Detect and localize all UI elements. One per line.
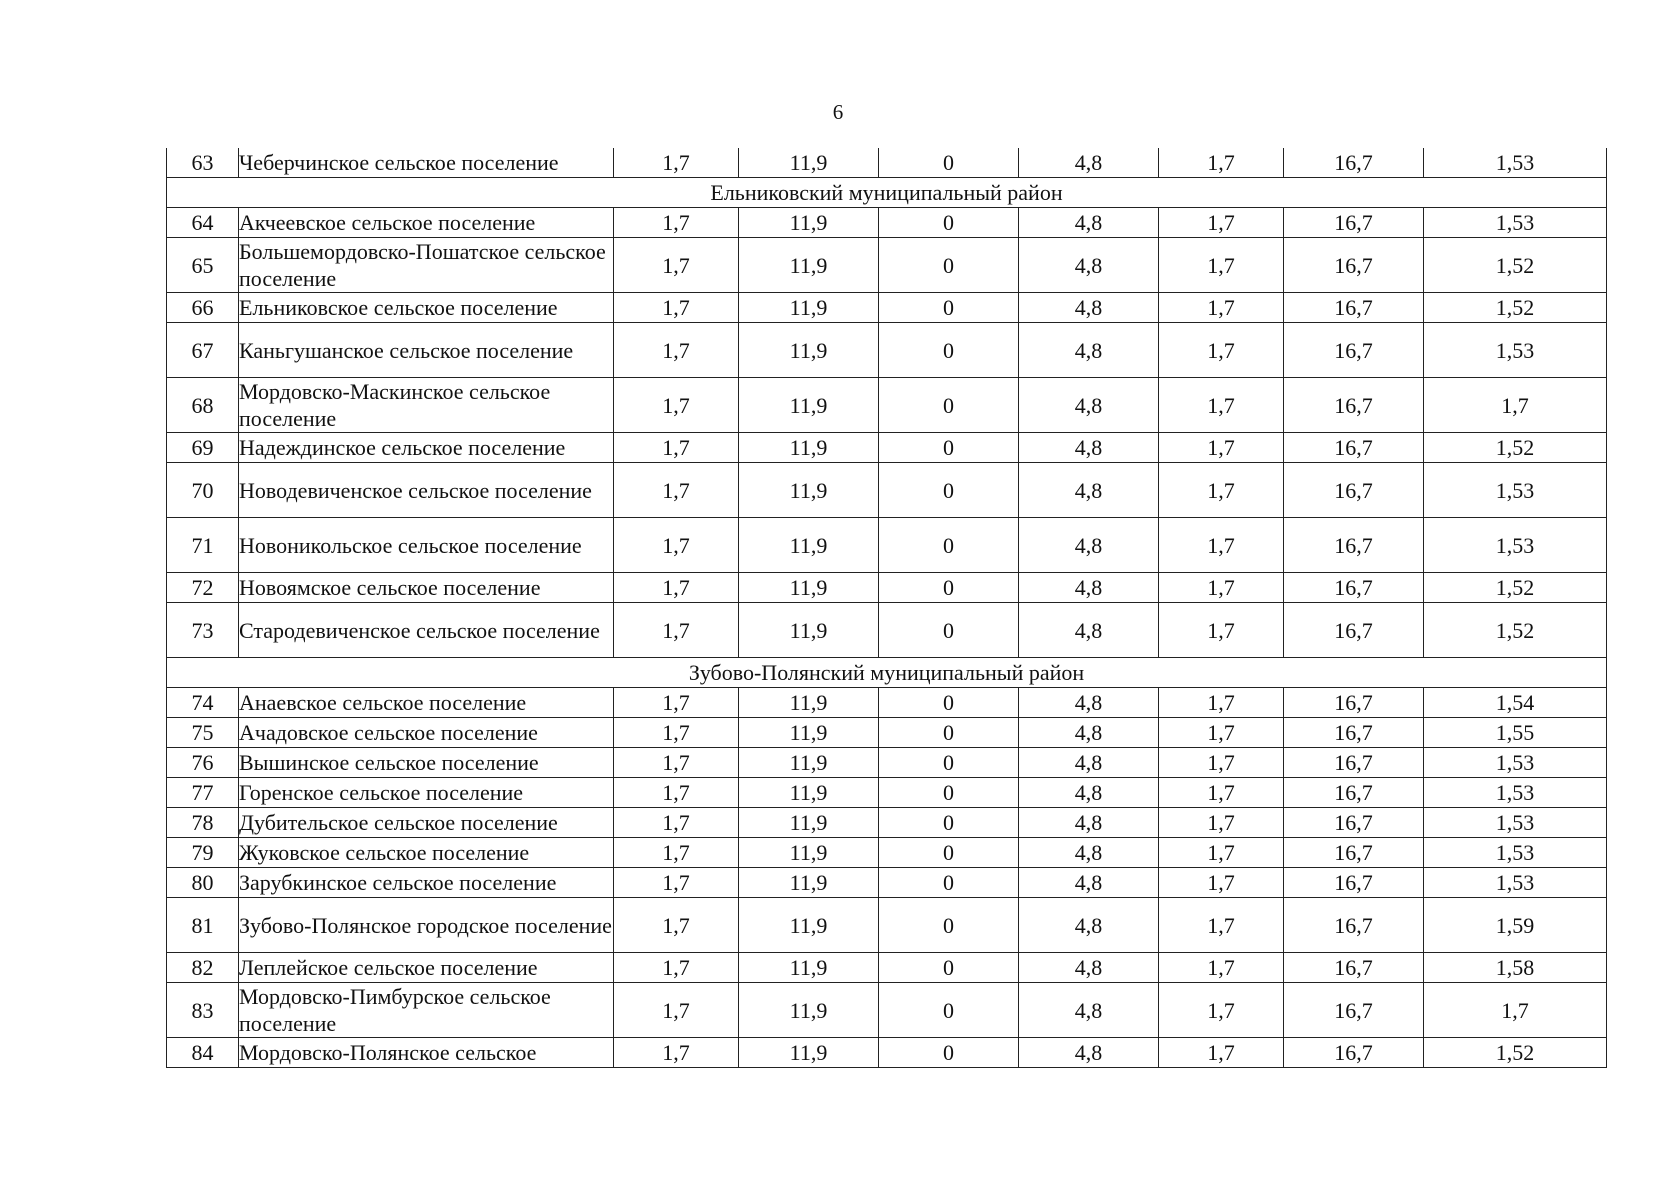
table-row xyxy=(167,238,1607,293)
value-cell: 1,7 xyxy=(1159,808,1284,838)
value-cell: 1,7 xyxy=(614,323,739,378)
value-cell: 0 xyxy=(879,868,1019,898)
value-cell: 16,7 xyxy=(1284,518,1424,573)
table-row xyxy=(167,518,1607,573)
settlement-name: Новодевиченское сельское поселение xyxy=(239,463,614,518)
value-cell: 1,7 xyxy=(614,983,739,1038)
value-cell: 11,9 xyxy=(739,778,879,808)
value-cell: 4,8 xyxy=(1019,433,1159,463)
row-number: 80 xyxy=(167,868,239,898)
value-cell: 4,8 xyxy=(1019,718,1159,748)
settlement-name: Стародевиченское сельское поселение xyxy=(239,603,614,658)
value-cell: 1,7 xyxy=(614,378,739,433)
value-cell: 16,7 xyxy=(1284,718,1424,748)
value-cell: 1,52 xyxy=(1424,573,1607,603)
value-cell: 1,7 xyxy=(1159,898,1284,953)
table-row xyxy=(167,983,1607,1038)
value-cell: 11,9 xyxy=(739,323,879,378)
value-cell: 1,7 xyxy=(614,868,739,898)
value-cell: 4,8 xyxy=(1019,778,1159,808)
value-cell: 1,7 xyxy=(614,463,739,518)
table-row xyxy=(167,1038,1607,1068)
settlement-name: Мордовско-Пимбурское сельское поселение xyxy=(239,983,614,1038)
value-cell: 1,7 xyxy=(1159,688,1284,718)
value-cell: 0 xyxy=(879,148,1019,178)
value-cell: 16,7 xyxy=(1284,293,1424,323)
value-cell: 16,7 xyxy=(1284,208,1424,238)
settlement-name: Новоямское сельское поселение xyxy=(239,573,614,603)
value-cell: 11,9 xyxy=(739,748,879,778)
table-body xyxy=(167,148,1607,1068)
value-cell: 1,7 xyxy=(614,898,739,953)
settlement-name: Новоникольское сельское поселение xyxy=(239,518,614,573)
value-cell: 1,53 xyxy=(1424,868,1607,898)
table-row xyxy=(167,718,1607,748)
section-row xyxy=(167,658,1607,688)
value-cell: 1,7 xyxy=(614,718,739,748)
value-cell: 16,7 xyxy=(1284,433,1424,463)
value-cell: 0 xyxy=(879,573,1019,603)
value-cell: 1,7 xyxy=(1424,983,1607,1038)
value-cell: 1,7 xyxy=(1159,868,1284,898)
settlement-name: Леплейское сельское поселение xyxy=(239,953,614,983)
value-cell: 0 xyxy=(879,323,1019,378)
value-cell: 1,55 xyxy=(1424,718,1607,748)
table-row xyxy=(167,148,1607,178)
value-cell: 1,53 xyxy=(1424,463,1607,518)
value-cell: 16,7 xyxy=(1284,688,1424,718)
value-cell: 0 xyxy=(879,748,1019,778)
value-cell: 4,8 xyxy=(1019,518,1159,573)
row-number: 72 xyxy=(167,573,239,603)
value-cell: 4,8 xyxy=(1019,238,1159,293)
value-cell: 0 xyxy=(879,718,1019,748)
row-number: 74 xyxy=(167,688,239,718)
value-cell: 0 xyxy=(879,238,1019,293)
value-cell: 1,53 xyxy=(1424,748,1607,778)
value-cell: 1,7 xyxy=(614,208,739,238)
value-cell: 11,9 xyxy=(739,953,879,983)
table-row xyxy=(167,808,1607,838)
value-cell: 1,52 xyxy=(1424,1038,1607,1068)
value-cell: 1,7 xyxy=(1159,323,1284,378)
settlement-name: Жуковское сельское поселение xyxy=(239,838,614,868)
value-cell: 11,9 xyxy=(739,378,879,433)
value-cell: 0 xyxy=(879,378,1019,433)
settlement-name: Мордовско-Полянское сельское xyxy=(239,1038,614,1068)
value-cell: 16,7 xyxy=(1284,573,1424,603)
value-cell: 0 xyxy=(879,433,1019,463)
value-cell: 4,8 xyxy=(1019,378,1159,433)
value-cell: 1,53 xyxy=(1424,808,1607,838)
value-cell: 16,7 xyxy=(1284,463,1424,518)
data-table xyxy=(166,148,1607,1068)
value-cell: 4,8 xyxy=(1019,868,1159,898)
value-cell: 16,7 xyxy=(1284,778,1424,808)
settlement-name: Мордовско-Маскинское сельское поселение xyxy=(239,378,614,433)
settlement-name: Каньгушанское сельское поселение xyxy=(239,323,614,378)
table-row xyxy=(167,838,1607,868)
value-cell: 16,7 xyxy=(1284,323,1424,378)
value-cell: 1,7 xyxy=(1159,463,1284,518)
value-cell: 4,8 xyxy=(1019,603,1159,658)
row-number: 68 xyxy=(167,378,239,433)
row-number: 67 xyxy=(167,323,239,378)
table-row xyxy=(167,778,1607,808)
section-title: Ельниковский муниципальный район xyxy=(167,178,1607,208)
settlement-name: Дубительское сельское поселение xyxy=(239,808,614,838)
value-cell: 0 xyxy=(879,1038,1019,1068)
value-cell: 16,7 xyxy=(1284,868,1424,898)
value-cell: 4,8 xyxy=(1019,898,1159,953)
table-row xyxy=(167,463,1607,518)
value-cell: 1,7 xyxy=(1159,718,1284,748)
value-cell: 16,7 xyxy=(1284,603,1424,658)
value-cell: 11,9 xyxy=(739,868,879,898)
page-number: 6 xyxy=(832,100,844,124)
value-cell: 11,9 xyxy=(739,573,879,603)
settlement-name: Ачадовское сельское поселение xyxy=(239,718,614,748)
value-cell: 11,9 xyxy=(739,293,879,323)
value-cell: 0 xyxy=(879,463,1019,518)
value-cell: 4,8 xyxy=(1019,573,1159,603)
value-cell: 1,7 xyxy=(614,838,739,868)
table-row xyxy=(167,378,1607,433)
value-cell: 1,7 xyxy=(614,148,739,178)
value-cell: 11,9 xyxy=(739,838,879,868)
settlement-name: Большемордовско-Пошатское сельское поселение xyxy=(239,238,614,293)
value-cell: 1,52 xyxy=(1424,293,1607,323)
value-cell: 1,7 xyxy=(1159,603,1284,658)
value-cell: 1,7 xyxy=(614,688,739,718)
value-cell: 1,7 xyxy=(1159,778,1284,808)
row-number: 69 xyxy=(167,433,239,463)
settlement-name: Вышинское сельское поселение xyxy=(239,748,614,778)
row-number: 81 xyxy=(167,898,239,953)
value-cell: 1,7 xyxy=(1159,748,1284,778)
value-cell: 4,8 xyxy=(1019,293,1159,323)
value-cell: 1,7 xyxy=(614,808,739,838)
row-number: 84 xyxy=(167,1038,239,1068)
value-cell: 1,53 xyxy=(1424,838,1607,868)
value-cell: 4,8 xyxy=(1019,953,1159,983)
value-cell: 4,8 xyxy=(1019,688,1159,718)
value-cell: 0 xyxy=(879,293,1019,323)
value-cell: 4,8 xyxy=(1019,1038,1159,1068)
row-number: 65 xyxy=(167,238,239,293)
value-cell: 1,53 xyxy=(1424,208,1607,238)
value-cell: 11,9 xyxy=(739,238,879,293)
value-cell: 4,8 xyxy=(1019,983,1159,1038)
value-cell: 11,9 xyxy=(739,518,879,573)
value-cell: 1,52 xyxy=(1424,433,1607,463)
table-row xyxy=(167,953,1607,983)
value-cell: 1,7 xyxy=(614,573,739,603)
row-number: 71 xyxy=(167,518,239,573)
settlement-name: Ельниковское сельское поселение xyxy=(239,293,614,323)
row-number: 76 xyxy=(167,748,239,778)
row-number: 83 xyxy=(167,983,239,1038)
section-row xyxy=(167,178,1607,208)
value-cell: 16,7 xyxy=(1284,898,1424,953)
value-cell: 4,8 xyxy=(1019,838,1159,868)
settlement-name: Анаевское сельское поселение xyxy=(239,688,614,718)
row-number: 66 xyxy=(167,293,239,323)
value-cell: 0 xyxy=(879,688,1019,718)
row-number: 63 xyxy=(167,148,239,178)
table-row xyxy=(167,208,1607,238)
settlement-name: Горенское сельское поселение xyxy=(239,778,614,808)
value-cell: 1,7 xyxy=(1159,433,1284,463)
value-cell: 4,8 xyxy=(1019,463,1159,518)
value-cell: 4,8 xyxy=(1019,748,1159,778)
table-row xyxy=(167,293,1607,323)
value-cell: 16,7 xyxy=(1284,1038,1424,1068)
value-cell: 1,7 xyxy=(1159,838,1284,868)
value-cell: 11,9 xyxy=(739,433,879,463)
row-number: 82 xyxy=(167,953,239,983)
value-cell: 16,7 xyxy=(1284,148,1424,178)
value-cell: 1,54 xyxy=(1424,688,1607,718)
table-row xyxy=(167,433,1607,463)
row-number: 73 xyxy=(167,603,239,658)
table-row xyxy=(167,688,1607,718)
settlement-name: Чеберчинское сельское поселение xyxy=(239,148,614,178)
value-cell: 1,7 xyxy=(614,238,739,293)
value-cell: 1,7 xyxy=(1159,518,1284,573)
table-row xyxy=(167,748,1607,778)
row-number: 77 xyxy=(167,778,239,808)
value-cell: 16,7 xyxy=(1284,983,1424,1038)
value-cell: 1,53 xyxy=(1424,323,1607,378)
table-row xyxy=(167,898,1607,953)
value-cell: 0 xyxy=(879,808,1019,838)
value-cell: 1,7 xyxy=(614,778,739,808)
value-cell: 1,53 xyxy=(1424,148,1607,178)
value-cell: 1,7 xyxy=(614,518,739,573)
value-cell: 1,52 xyxy=(1424,238,1607,293)
settlement-name: Зарубкинское сельское поселение xyxy=(239,868,614,898)
value-cell: 0 xyxy=(879,518,1019,573)
row-number: 70 xyxy=(167,463,239,518)
value-cell: 1,52 xyxy=(1424,603,1607,658)
value-cell: 11,9 xyxy=(739,603,879,658)
value-cell: 11,9 xyxy=(739,898,879,953)
value-cell: 1,59 xyxy=(1424,898,1607,953)
value-cell: 16,7 xyxy=(1284,378,1424,433)
settlement-name: Акчеевское сельское поселение xyxy=(239,208,614,238)
value-cell: 1,7 xyxy=(614,1038,739,1068)
value-cell: 1,7 xyxy=(614,433,739,463)
value-cell: 0 xyxy=(879,778,1019,808)
value-cell: 1,7 xyxy=(1424,378,1607,433)
value-cell: 4,8 xyxy=(1019,148,1159,178)
section-title: Зубово-Полянский муниципальный район xyxy=(167,658,1607,688)
value-cell: 1,7 xyxy=(1159,573,1284,603)
value-cell: 16,7 xyxy=(1284,953,1424,983)
value-cell: 1,7 xyxy=(1159,293,1284,323)
value-cell: 1,53 xyxy=(1424,518,1607,573)
value-cell: 0 xyxy=(879,898,1019,953)
value-cell: 16,7 xyxy=(1284,838,1424,868)
value-cell: 4,8 xyxy=(1019,808,1159,838)
value-cell: 1,58 xyxy=(1424,953,1607,983)
value-cell: 1,7 xyxy=(614,748,739,778)
value-cell: 1,7 xyxy=(1159,983,1284,1038)
value-cell: 0 xyxy=(879,603,1019,658)
settlement-name: Надеждинское сельское поселение xyxy=(239,433,614,463)
value-cell: 11,9 xyxy=(739,208,879,238)
value-cell: 1,7 xyxy=(1159,208,1284,238)
value-cell: 16,7 xyxy=(1284,748,1424,778)
value-cell: 11,9 xyxy=(739,688,879,718)
row-number: 79 xyxy=(167,838,239,868)
row-number: 64 xyxy=(167,208,239,238)
value-cell: 1,7 xyxy=(1159,148,1284,178)
table-row xyxy=(167,868,1607,898)
table-row xyxy=(167,573,1607,603)
value-cell: 4,8 xyxy=(1019,323,1159,378)
value-cell: 4,8 xyxy=(1019,208,1159,238)
value-cell: 1,7 xyxy=(614,603,739,658)
value-cell: 16,7 xyxy=(1284,238,1424,293)
value-cell: 11,9 xyxy=(739,1038,879,1068)
value-cell: 0 xyxy=(879,838,1019,868)
table-row xyxy=(167,603,1607,658)
value-cell: 11,9 xyxy=(739,148,879,178)
value-cell: 1,7 xyxy=(614,293,739,323)
table-row xyxy=(167,323,1607,378)
value-cell: 11,9 xyxy=(739,463,879,518)
row-number: 75 xyxy=(167,718,239,748)
value-cell: 1,7 xyxy=(1159,378,1284,433)
value-cell: 1,7 xyxy=(1159,238,1284,293)
value-cell: 11,9 xyxy=(739,983,879,1038)
value-cell: 1,7 xyxy=(1159,953,1284,983)
value-cell: 1,53 xyxy=(1424,778,1607,808)
value-cell: 1,7 xyxy=(614,953,739,983)
value-cell: 1,7 xyxy=(1159,1038,1284,1068)
value-cell: 0 xyxy=(879,953,1019,983)
row-number: 78 xyxy=(167,808,239,838)
value-cell: 0 xyxy=(879,208,1019,238)
value-cell: 11,9 xyxy=(739,718,879,748)
value-cell: 0 xyxy=(879,983,1019,1038)
settlement-name: Зубово-Полянское городское поселение xyxy=(239,898,614,953)
value-cell: 16,7 xyxy=(1284,808,1424,838)
value-cell: 11,9 xyxy=(739,808,879,838)
